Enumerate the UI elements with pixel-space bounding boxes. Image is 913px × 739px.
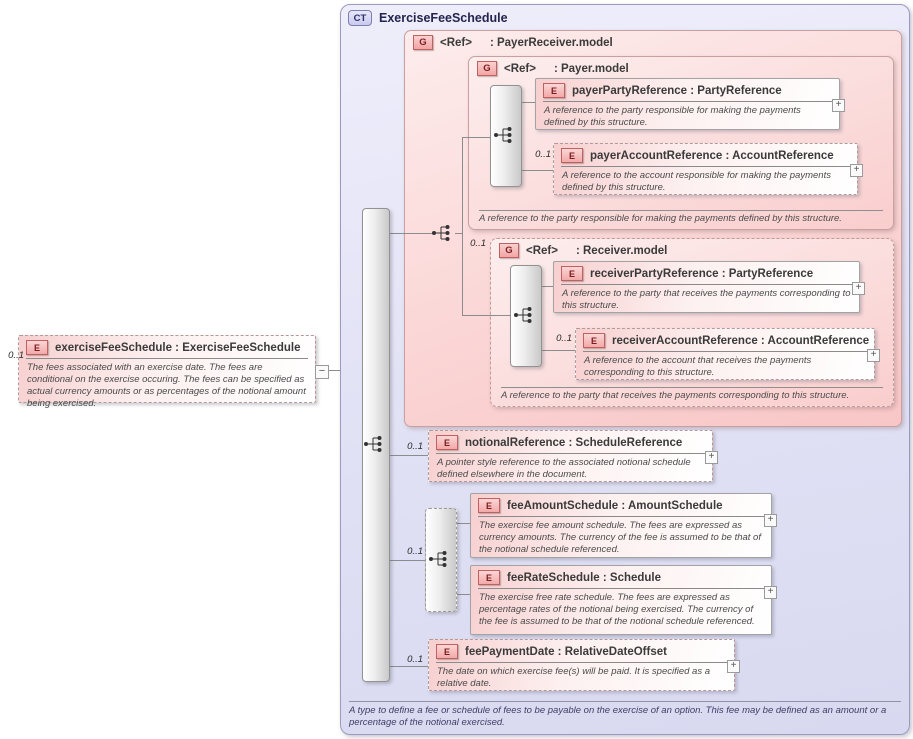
sequence-icon [513,305,537,325]
element-badge: E [543,83,565,98]
element-fee-payment-date[interactable] [428,639,735,691]
element-badge: E [478,570,500,585]
connector-line [329,370,340,371]
element-annotation: A reference to the account that receives the payments corresponding to this structure. [584,355,812,378]
group-ref-label: <Ref> [504,62,536,75]
complex-type-badge: CT [348,10,372,26]
element-annotation: A reference to the party that receives the payments corresponding to this structure. [562,288,851,311]
element-annotation: The date on which exercise fee(s) will be paid. It is specified as a relative date. [437,666,710,689]
connector-line [540,350,575,351]
group-annotation: A reference to the party responsible for making the payments defined by this structure. [479,210,883,225]
sequence-icon [431,223,455,243]
multiplicity-receiver-group: 0..1 [470,238,486,249]
group-header [477,61,629,76]
element-title: payerPartyReference : PartyReference [572,84,782,97]
expand-button[interactable]: + [867,349,880,362]
expand-button[interactable]: + [852,282,865,295]
group-type-label: : Payer.model [553,62,629,75]
element-title: feeAmountSchedule : AmountSchedule [507,499,723,512]
expand-button[interactable]: + [705,451,718,464]
element-receiver-account-reference[interactable] [575,328,875,380]
element-title: notionalReference : ScheduleReference [465,436,683,449]
group-type-label: : Receiver.model [575,244,668,257]
connector-line [462,137,463,316]
multiplicity-root: 0..1 [8,350,24,361]
element-badge: E [478,498,500,513]
complex-type-title: ExerciseFeeSchedule [379,11,508,25]
element-title: feePaymentDate : RelativeDateOffset [465,645,667,658]
group-badge: G [477,61,497,76]
connector-line [388,233,432,234]
element-annotation: A reference to the party responsible for making the payments defined by this structure. [544,105,801,128]
connector-line [388,666,428,667]
group-ref-label: <Ref> [526,244,558,257]
element-badge: E [436,435,458,450]
element-badge: E [436,644,458,659]
element-title: receiverAccountReference : AccountReference [612,334,870,347]
multiplicity-notional: 0..1 [407,441,423,452]
multiplicity-fee-payment: 0..1 [407,654,423,665]
element-fee-rate-schedule[interactable] [470,565,772,635]
complex-type-header [348,10,508,26]
expand-button[interactable]: + [764,514,777,527]
element-receiver-party-reference[interactable] [553,261,860,313]
connector-line [455,523,470,524]
element-annotation: A pointer style reference to the associated notional schedule defined elsewhere in the document. [437,457,691,480]
sequence-icon [493,125,517,145]
connector-line [520,170,553,171]
group-type-label: : PayerReceiver.model [489,36,613,49]
element-annotation: A reference to the account responsible for making the payments defined by this structure. [562,170,831,193]
element-annotation: The fees associated with an exercise date. The fees are conditional on the exercise occuring. The fees can be specified as actual currency amounts or as percentages of the notional amount being exercised. [27,362,306,409]
connector-line [462,315,510,316]
connector-line [520,102,535,103]
element-title: payerAccountReference : AccountReference [590,149,834,162]
collapse-button[interactable]: − [315,365,329,379]
element-fee-amount-schedule[interactable] [470,493,772,558]
connector-line [388,455,428,456]
sequence-icon [363,434,387,454]
choice-icon [428,549,452,569]
element-title: feeRateSchedule : Schedule [507,571,662,584]
connector-line [388,560,425,561]
complex-type-annotation: A type to define a fee or schedule of fees to be payable on the exercise of an option. This fee may be defined as an amount or a percentage of the notional exercised. [349,701,901,729]
element-title: exerciseFeeSchedule : ExerciseFeeSchedule [55,341,301,354]
multiplicity-receiver-account: 0..1 [556,333,572,344]
element-title: receiverPartyReference : PartyReference [590,267,814,280]
element-badge: E [561,148,583,163]
multiplicity-payer-account: 0..1 [535,149,551,160]
group-annotation: A reference to the party that receives the payments corresponding to this structure. [501,387,883,402]
element-badge: E [561,266,583,281]
element-payer-party-reference[interactable] [535,78,840,130]
element-payer-account-reference[interactable] [553,143,858,195]
expand-button[interactable]: + [850,164,863,177]
element-exercise-fee-schedule[interactable] [18,335,326,409]
multiplicity-choice: 0..1 [407,546,423,557]
element-notional-reference[interactable] [428,430,713,482]
element-annotation: The exercise free rate schedule. The fees are expressed as percentage rates of the notional being exercised. The currency of the fee is assumed to be that of the notional schedule referenced. [479,592,755,627]
group-badge: G [499,243,519,258]
element-badge: E [583,333,605,348]
connector-line [455,594,470,595]
element-annotation: The exercise fee amount schedule. The fees are expressed as currency amounts. The currency of the fee is assumed to be that of the notional schedule referenced. [479,520,761,555]
expand-button[interactable]: + [832,99,845,112]
group-badge: G [413,35,433,50]
expand-button[interactable]: + [727,660,740,673]
connector-line [462,137,490,138]
group-header [413,35,613,50]
connector-line [455,233,462,234]
expand-button[interactable]: + [764,586,777,599]
element-badge: E [26,340,48,355]
group-header [499,243,667,258]
group-ref-label: <Ref> [440,36,472,49]
